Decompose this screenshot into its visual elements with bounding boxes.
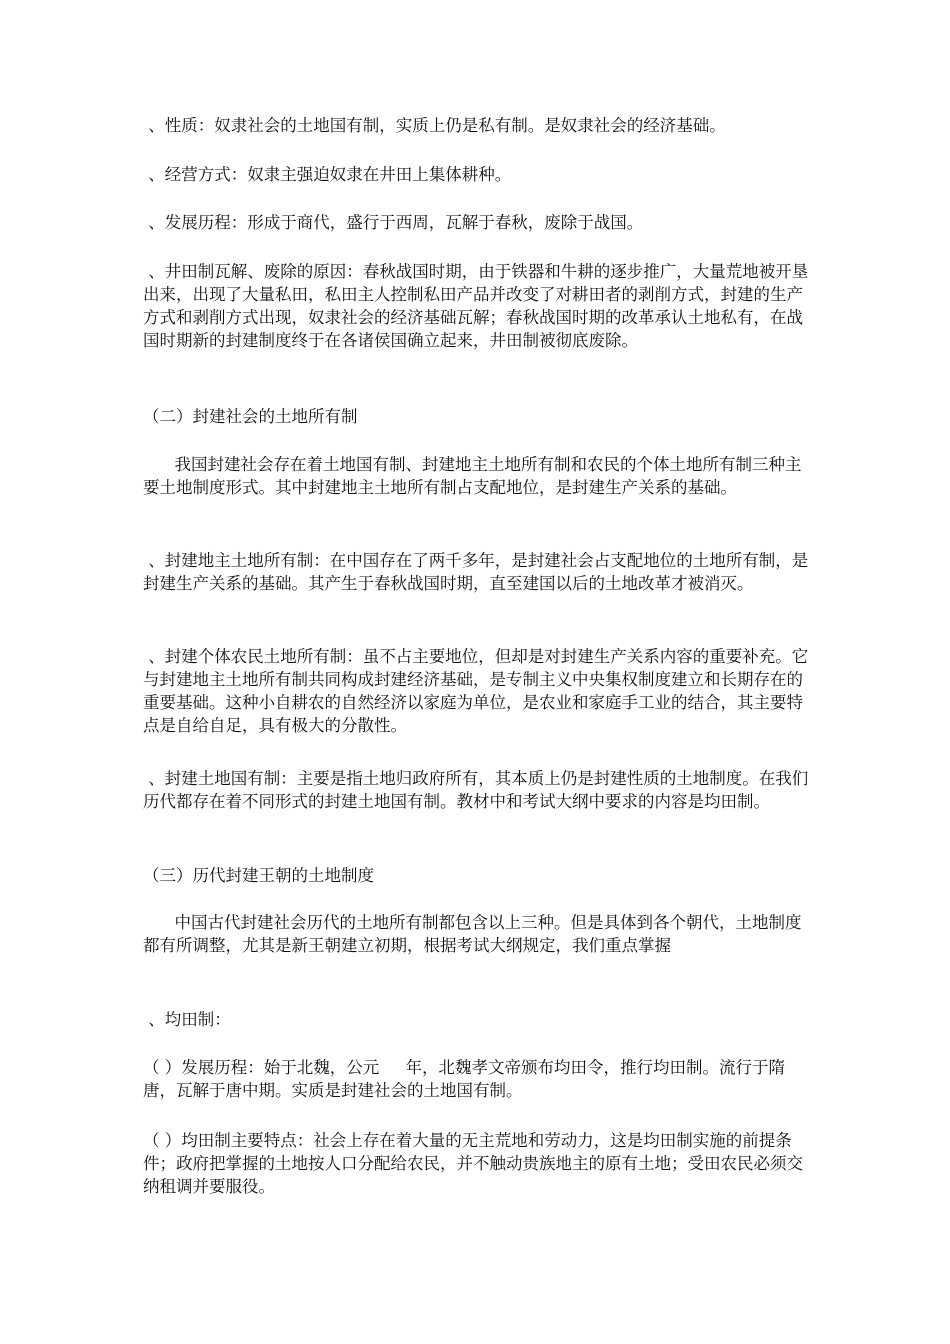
paragraph-collapse-reasons: 、井田制瓦解、废除的原因：春秋战国时期，由于铁器和牛耕的逐步推广，大量荒地被开垦出来，出现了大量私田，私田主人控制私田产品并改变了对耕田者的剥削方式，封建的生产方式和剥削方式出现，奴隶社会的经济基础瓦解；春秋战国时期的改革承认土地私有，在战国时期新的封建制度终于在各诸侯国确立起来，井田制被彻底废除。	[143, 262, 809, 350]
paragraph-juntian: 、均田制：	[143, 1010, 231, 1029]
paragraph-feudal-intro: 我国封建社会存在着土地国有制、封建地主土地所有制和农民的个体土地所有制三种主要土地制度形式。其中封建地主土地所有制占支配地位，是封建生产关系的基础。	[143, 455, 802, 497]
paragraph-landlord-ownership: 、封建地主土地所有制：在中国存在了两千多年，是封建社会占支配地位的土地所有制，是封建生产关系的基础。其产生于春秋战国时期，直至建国以后的土地改革才被消灭。	[143, 551, 809, 593]
paragraph-dynasties-intro: 中国古代封建社会历代的土地所有制都包含以上三种。但是具体到各个朝代，土地制度都有所调整，尤其是新王朝建立初期，根据考试大纲规定，我们重点掌握	[143, 913, 802, 955]
paragraph-state-ownership: 、封建土地国有制：主要是指土地归政府所有，其本质上仍是封建性质的土地制度。在我们历代都存在着不同形式的封建土地国有制。教材中和考试大纲中要求的内容是均田制。	[143, 769, 809, 811]
paragraph-peasant-ownership: 、封建个体农民土地所有制：虽不占主要地位，但却是对封建生产关系内容的重要补充。它与封建地主土地所有制共同构成封建经济基础，是专制主义中央集权制度建立和长期存在的重要基础。这种小自耕农的自然经济以家庭为单位，是农业和家庭手工业的结合，其主要特点是自给自足，具有极大的分散性。	[143, 647, 809, 735]
paragraph-management: 、经营方式：奴隶主强迫奴隶在井田上集体耕种。	[143, 165, 512, 184]
paragraph-juntian-history: （ ）发展历程：始于北魏，公元 年，北魏孝文帝颁布均田令，推行均田制。流行于隋唐，瓦解于唐中期。实质是封建社会的土地国有制。	[143, 1058, 785, 1100]
section-heading-3: （三）历代封建王朝的土地制度	[143, 866, 374, 885]
paragraph-nature: 、性质：奴隶社会的土地国有制，实质上仍是私有制。是奴隶社会的经济基础。	[143, 116, 726, 135]
paragraph-juntian-features: （ ）均田制主要特点：社会上存在着大量的无主荒地和劳动力，这是均田制实施的前提条件；政府把掌握的土地按人口分配给农民，并不触动贵族地主的原有土地；受田农民必须交纳租调并要服役。	[143, 1131, 803, 1196]
paragraph-history: 、发展历程：形成于商代，盛行于西周，瓦解于春秋，废除于战国。	[143, 213, 644, 232]
section-heading-2: （二）封建社会的土地所有制	[143, 407, 358, 426]
